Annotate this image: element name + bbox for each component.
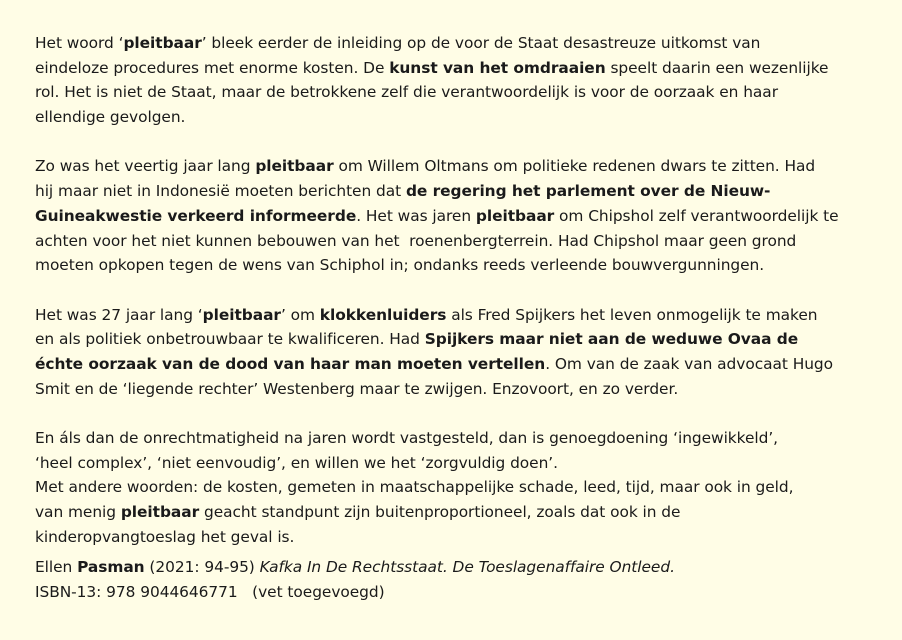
citation-author-first: Ellen [35, 558, 78, 577]
text-run: Smit en de ‘liegende rechter’ Westenberg maar te zwijgen. Enzovoort, en zo verder. [35, 379, 679, 398]
text-run: eindeloze procedures met enorme kosten. De [35, 58, 390, 77]
bold-text: pleitbaar [123, 34, 202, 52]
text-run: als Fred Spijkers het leven onmogelijk te maken [446, 305, 818, 324]
text-line [35, 105, 882, 130]
text-run: ’ om [280, 305, 320, 324]
bold-text: pleitbaar [255, 157, 334, 176]
text-line [35, 377, 882, 402]
text-line [35, 327, 882, 352]
text-line [35, 500, 882, 525]
citation [35, 555, 882, 604]
text-run: om Willem Oltmans om politieke redenen dwars te zitten. Had [333, 157, 816, 176]
text-line [35, 426, 882, 451]
text-run: om Chipshol zelf verantwoordelijk te [554, 206, 839, 225]
citation-isbn: ISBN-13: 978 9044646771 [35, 583, 238, 602]
text-run: ’ bleek eerder de inleiding op de voor de Staat desastreuze uitkomst van [201, 34, 761, 52]
text-run: moeten opkopen tegen de wens van Schiphol in; ondanks reeds verleende bouwvergunningen. [35, 256, 765, 275]
text-line [35, 303, 882, 328]
text-run: . Om van de zaak van advocaat Hugo [545, 354, 834, 373]
paragraph [35, 426, 882, 549]
text-run: En áls dan de onrechtmatigheid na jaren wordt vastgesteld, dan is genoegdoening ‘ingewikkeld’, [35, 429, 779, 447]
text-run: . Het was jaren [356, 206, 476, 225]
text-run: van menig [35, 503, 121, 522]
text-line [35, 475, 882, 500]
text-run: en als politiek onbetrouwbaar te kwalificeren. Had [35, 330, 425, 349]
citation-author-last: Pasman [77, 558, 145, 577]
text-line [35, 525, 882, 550]
citation-line-source [35, 555, 882, 580]
bold-text: Spijkers maar niet aan de weduwe Ovaa de [424, 330, 799, 349]
text-line [35, 451, 882, 476]
bold-text: klokkenluiders [319, 305, 447, 324]
text-run: hij maar niet in Indonesië moeten berichten dat [35, 182, 406, 201]
citation-year-pages: (2021: 94-95) [144, 558, 260, 577]
text-run: rol. Het is niet de Staat, maar de betrokkene zelf die verantwoordelijk is voor de oorzaak en haar [35, 83, 778, 102]
paragraph [35, 154, 882, 277]
text-line [35, 352, 882, 377]
bold-text: pleitbaar [202, 305, 281, 324]
text-line [35, 204, 882, 229]
text-run: speelt daarin een wezenlijke [605, 58, 829, 77]
text-line [35, 56, 882, 81]
paragraph [35, 31, 882, 130]
bold-text: échte oorzaak van de dood van haar man moeten vertellen [35, 354, 546, 373]
text-run: Zo was het veertig jaar lang [35, 157, 256, 176]
text-run: achten voor het niet kunnen bebouwen van het roenenbergterrein. Had Chipshol maar geen grond [35, 231, 797, 250]
text-run: Het woord ‘ [35, 34, 124, 52]
text-line [35, 80, 882, 105]
paragraph [35, 303, 882, 402]
text-line [35, 229, 882, 254]
citation-line-isbn [35, 580, 882, 605]
citation-note: (vet toegevoegd) [237, 583, 385, 602]
bold-text: Guineakwestie verkeerd informeerde [35, 206, 357, 225]
bold-text: pleitbaar [120, 503, 200, 522]
text-line [35, 154, 882, 179]
text-line [35, 179, 882, 204]
text-run: kinderopvangtoeslag het geval is. [35, 527, 295, 546]
text-line [35, 253, 882, 278]
text-run: ellendige gevolgen. [35, 108, 186, 127]
quote-body [35, 31, 882, 549]
bold-text: kunst van het omdraaien [389, 58, 606, 77]
text-run: geacht standpunt zijn buitenproportioneel, zoals dat ook in de [199, 503, 681, 522]
bold-text: de regering het parlement over de Nieuw- [405, 182, 771, 201]
text-run: Met andere woorden: de kosten, gemeten in maatschappelijke schade, leed, tijd, maar ook in geld, [35, 478, 794, 497]
text-run: Het was 27 jaar lang ‘ [35, 305, 203, 324]
text-run: ‘heel complex’, ‘niet eenvoudig’, en willen we het ‘zorgvuldig doen’. [35, 453, 558, 472]
citation-title: Kafka In De Rechtsstaat. De Toeslagenaffaire Ontleed. [259, 558, 675, 577]
text-line [35, 31, 882, 56]
bold-text: pleitbaar [475, 206, 555, 225]
